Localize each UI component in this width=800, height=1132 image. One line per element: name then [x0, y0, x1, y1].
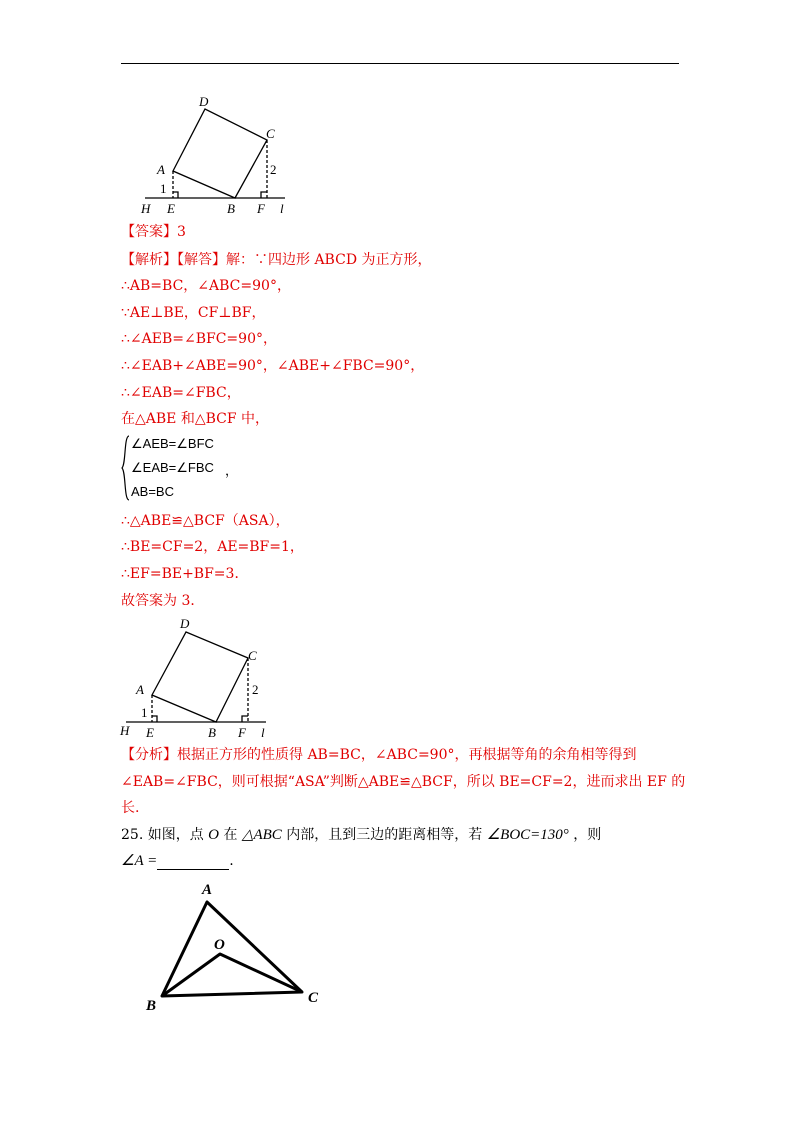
label-l: l	[261, 725, 265, 740]
brace-icon	[121, 434, 131, 502]
question-text: ，则	[568, 827, 602, 843]
label-O: O	[214, 937, 225, 953]
label-F: F	[257, 201, 265, 216]
label-E: E	[146, 725, 154, 740]
label-H: H	[141, 201, 151, 216]
label-D: D	[180, 616, 190, 631]
square-figure-2	[116, 614, 276, 740]
label-C: C	[248, 648, 257, 663]
answer-line: 【答案】3	[121, 224, 186, 240]
label-1: 1	[160, 181, 167, 196]
label-C: C	[308, 990, 319, 1006]
solution-line: ∴BE=CF=2，AE=BF=1，	[121, 539, 304, 555]
label-B: B	[146, 998, 157, 1014]
solution-line: ∴∠EAB+∠ABE=90°，∠ABE+∠FBC=90°，	[121, 358, 425, 374]
label-D: D	[199, 94, 209, 109]
label-A: A	[136, 682, 144, 697]
square-figure-1	[135, 92, 295, 218]
solution-line: 【解析】【解答】解：∵四边形 ABCD 为正方形，	[121, 252, 432, 268]
label-B: B	[227, 201, 235, 216]
analysis-line: 长.	[121, 800, 140, 816]
label-1: 1	[141, 705, 148, 720]
label-B: B	[208, 725, 216, 740]
question-25-line2	[121, 852, 234, 870]
question-text: 在	[219, 827, 242, 843]
triangle-figure	[138, 872, 338, 1017]
system-suffix: ，	[225, 463, 239, 478]
system-line: ∠AEB=∠BFC	[131, 436, 214, 451]
header-rule	[121, 63, 679, 64]
solution-line: ∴EF=BE+BF=3．	[121, 566, 249, 582]
label-E: E	[167, 201, 175, 216]
label-C: C	[266, 126, 275, 141]
question-25	[121, 826, 601, 844]
analysis-line: ∠EAB=∠FBC，则可根据“ASA”判断△ABE≌△BCF，所以 BE=CF=2，进而求出 EF 的	[121, 774, 686, 790]
label-A: A	[157, 162, 165, 177]
analysis-line: 【分析】根据正方形的性质得 AB=BC，∠ABC=90°，再根据等角的余角相等得到	[121, 747, 637, 763]
solution-line: 在△ABE 和△BCF 中，	[121, 411, 270, 427]
solution-line: ∴∠AEB=∠BFC=90°，	[121, 331, 277, 347]
label-2: 2	[252, 682, 259, 697]
question-end: .	[229, 853, 234, 869]
system-line: ∠EAB=∠FBC	[131, 460, 214, 475]
solution-line: ∴∠EAB=∠FBC，	[121, 385, 241, 401]
question-text: 如图，点	[147, 827, 209, 843]
var-O: O	[208, 827, 220, 843]
label-F: F	[238, 725, 246, 740]
solution-line: ∴△ABE≌△BCF（ASA），	[121, 513, 290, 529]
label-A: A	[202, 882, 213, 898]
label-H: H	[120, 723, 130, 738]
question-number: 25.	[121, 827, 144, 843]
solution-line: 故答案为 3．	[121, 593, 205, 609]
answer-blank	[157, 855, 229, 870]
angle-BOC: ∠BOC=130°	[486, 827, 569, 843]
label-l: l	[280, 201, 284, 216]
solution-line: ∴AB=BC，∠ABC=90°，	[121, 278, 291, 294]
angle-A-label: ∠A =	[121, 853, 158, 869]
question-text: 内部，且到三边的距离相等，若	[281, 827, 487, 843]
label-2: 2	[270, 162, 277, 177]
triangle-ABC: △ABC	[241, 827, 282, 843]
solution-line: ∵AE⊥BE，CF⊥BF，	[121, 305, 266, 321]
system-line: AB=BC	[131, 484, 174, 499]
